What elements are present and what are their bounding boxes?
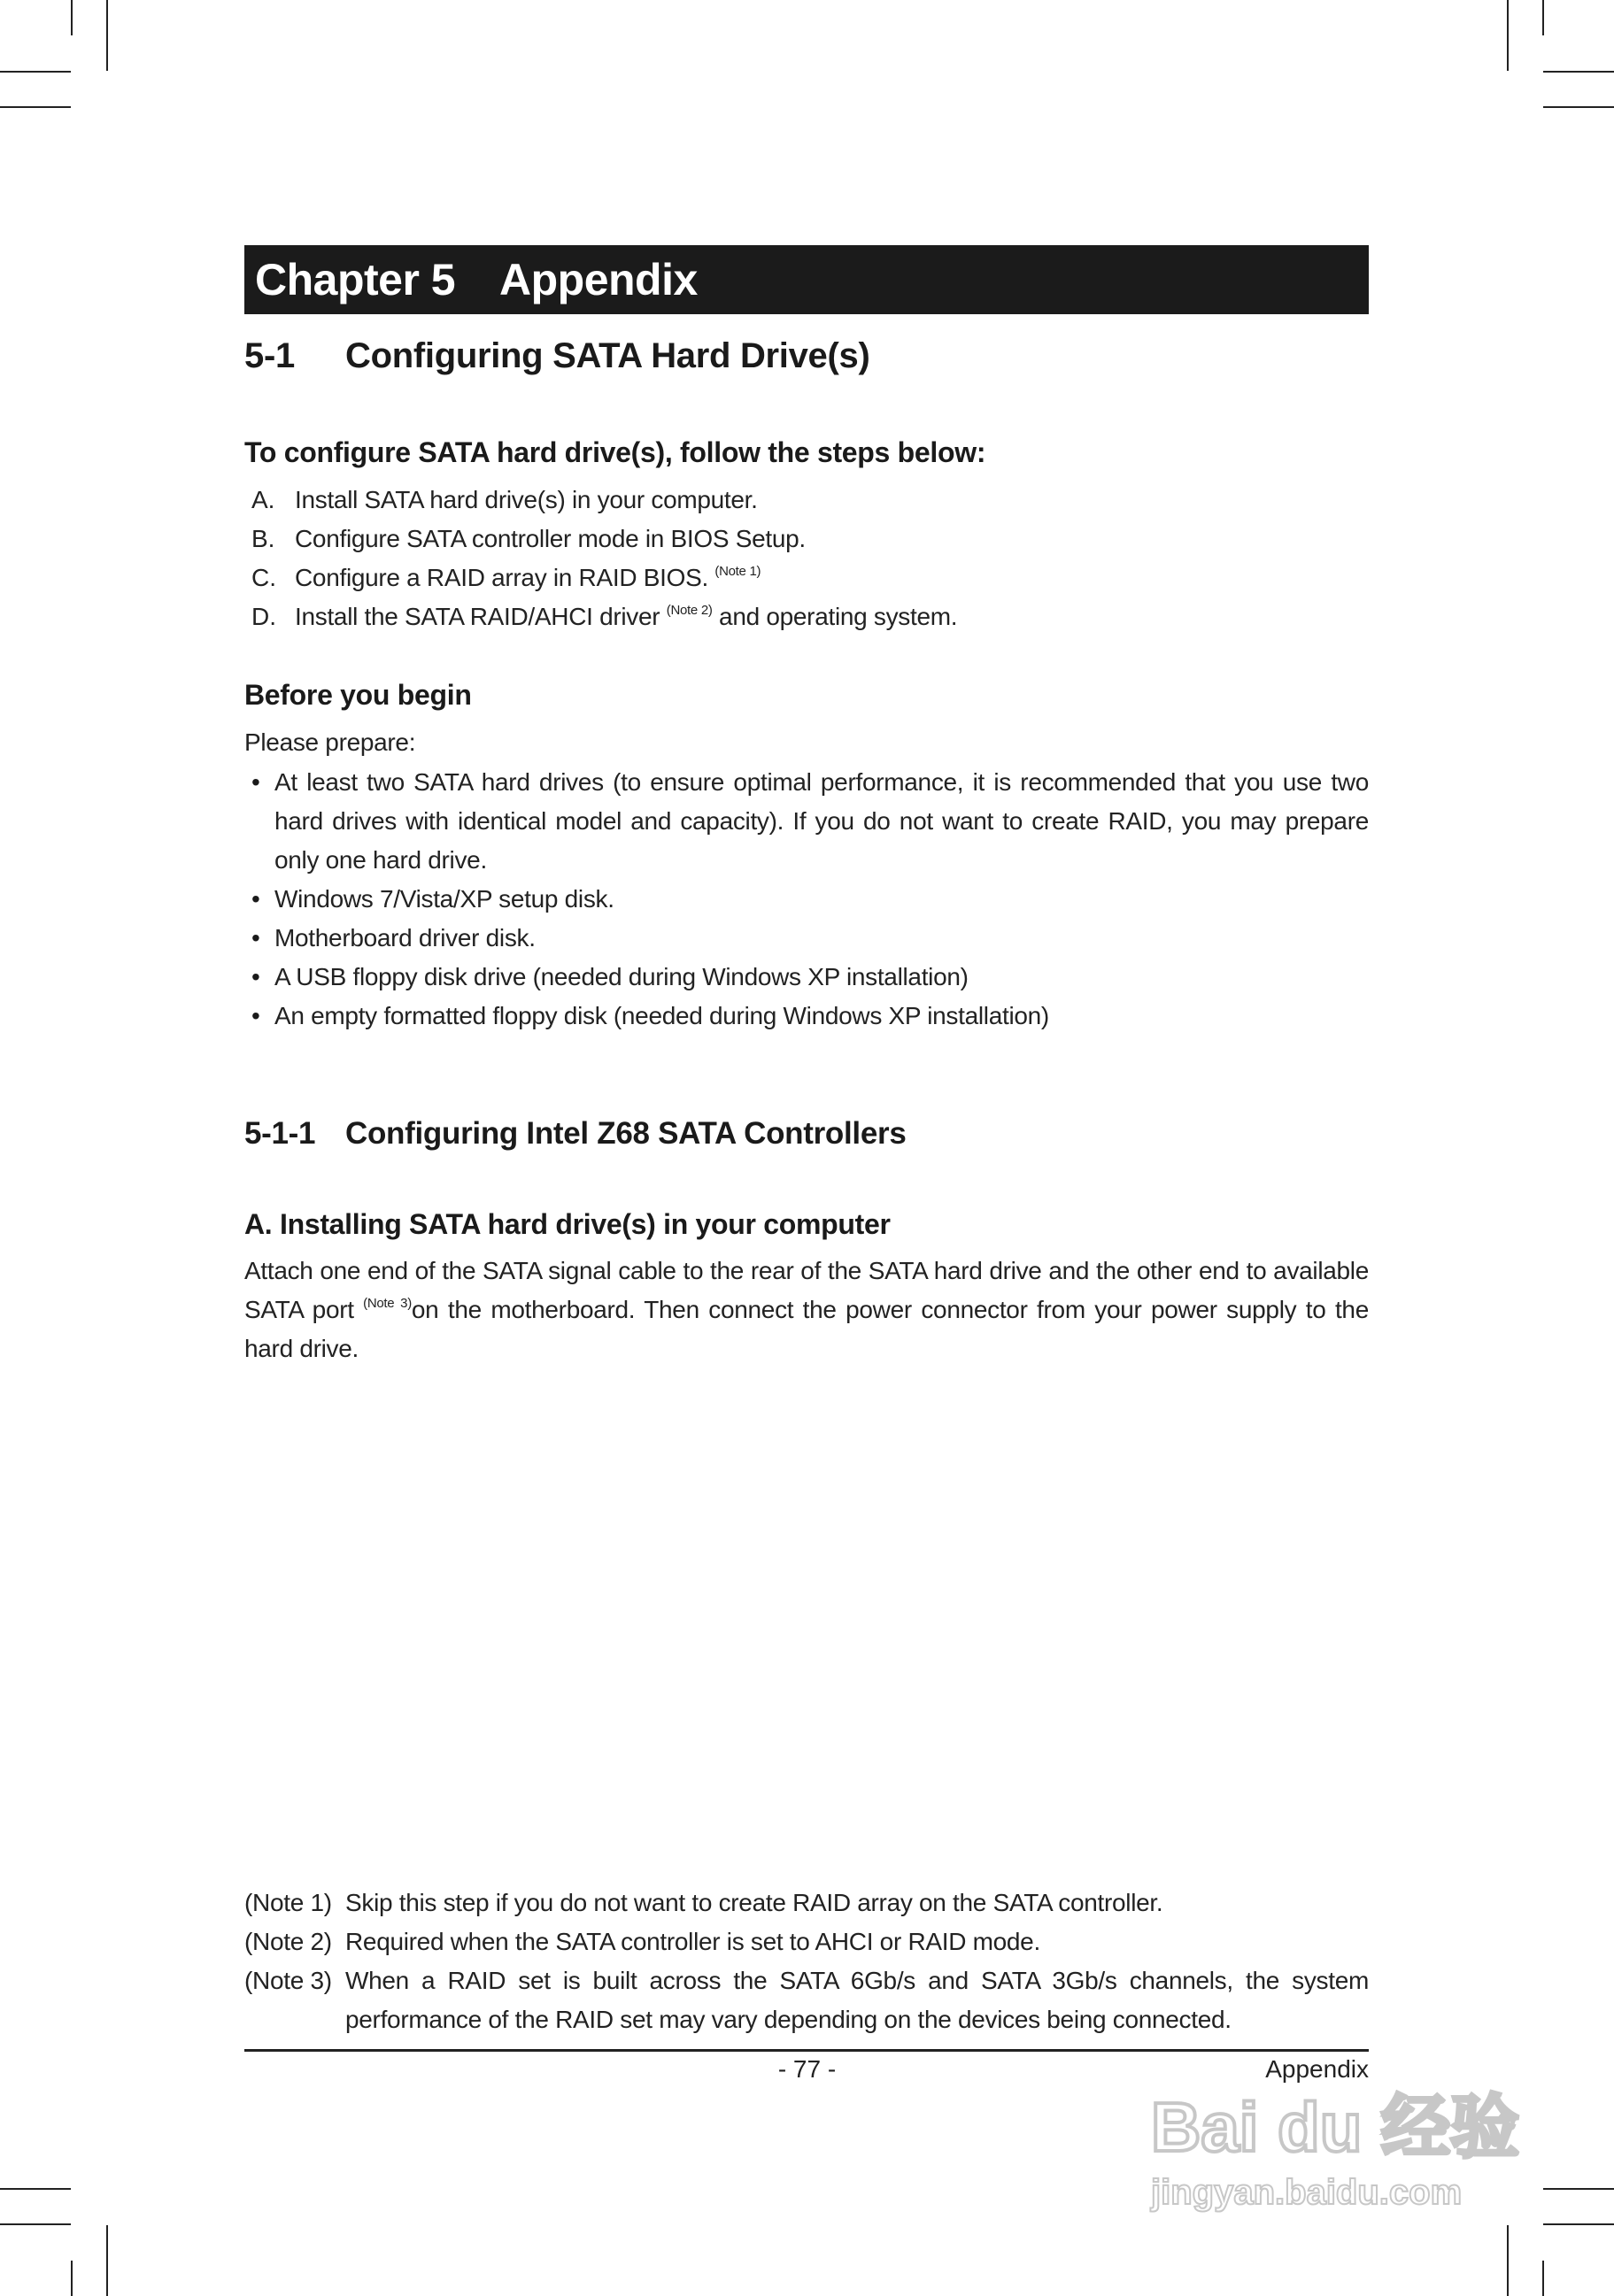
bullet-dot: • xyxy=(251,963,260,990)
crop-mark xyxy=(1543,2188,1614,2190)
bullet-dot: • xyxy=(251,768,260,796)
crop-mark xyxy=(0,106,71,108)
page-number: - 77 - xyxy=(777,2055,837,2083)
crop-mark xyxy=(106,2225,108,2296)
crop-mark xyxy=(71,2261,73,2296)
baidu-jingyan-watermark xyxy=(1142,2080,1532,2222)
watermark-brand: Bai du 经验 xyxy=(1151,2088,1520,2166)
list-item: Motherboard driver disk. xyxy=(274,924,536,952)
footnote-text: When a RAID set is built across the SATA 6Gb/s and SATA 3Gb/s channels, the system performance of the RAID set may vary depending on the devices being connected. xyxy=(345,1967,1369,2033)
crop-mark xyxy=(1542,0,1544,35)
step-marker: C. xyxy=(251,564,276,591)
crop-mark xyxy=(1507,0,1509,71)
list-item: At least two SATA hard drives (to ensure optimal performance, it is recommended that you use two hard drives with identical model and capacity). If you do not want to create RAID, you may prepare only one hard drive. xyxy=(274,768,1369,874)
before-intro: Please prepare: xyxy=(244,728,416,756)
note-ref: (Note 1) xyxy=(714,564,761,579)
step-marker: A. xyxy=(251,486,275,513)
note-ref: (Note 3) xyxy=(363,1296,412,1311)
footnote-label: (Note 2) xyxy=(244,1928,332,1955)
bullet-dot: • xyxy=(251,885,260,913)
footnote-text: Skip this step if you do not want to create RAID array on the SATA controller. xyxy=(345,1889,1163,1916)
install-heading: A. Installing SATA hard drive(s) in your computer xyxy=(244,1208,891,1240)
crop-mark xyxy=(0,2188,71,2190)
crop-mark xyxy=(1542,2261,1544,2296)
note-ref: (Note 2) xyxy=(666,603,713,618)
section-number: 5-1 xyxy=(244,336,295,375)
step-text: Install the SATA RAID/AHCI driver $^{(Note 2)}$ and operating system. xyxy=(295,603,958,630)
crop-mark xyxy=(1507,2225,1509,2296)
subsection-title: Configuring Intel Z68 SATA Controllers xyxy=(345,1116,907,1151)
crop-mark xyxy=(106,0,108,71)
crop-mark xyxy=(0,71,71,73)
step-text: Install SATA hard drive(s) in your computer. xyxy=(295,486,758,513)
chapter-number: Chapter 5 xyxy=(255,255,456,304)
list-item: A USB floppy disk drive (needed during Windows XP installation) xyxy=(274,963,969,990)
footer-section: Appendix xyxy=(1265,2055,1369,2083)
crop-mark xyxy=(1543,2223,1614,2225)
bullet-dot: • xyxy=(251,924,260,952)
list-item: Windows 7/Vista/XP setup disk. xyxy=(274,885,614,913)
crop-mark xyxy=(0,2223,71,2225)
section-title: Configuring SATA Hard Drive(s) xyxy=(345,336,870,375)
footnote-label: (Note 3) xyxy=(244,1967,332,1994)
chapter-title: Appendix xyxy=(499,255,698,304)
crop-mark xyxy=(1543,71,1614,73)
footnote-text: Required when the SATA controller is set to AHCI or RAID mode. xyxy=(345,1928,1040,1955)
list-item: An empty formatted floppy disk (needed during Windows XP installation) xyxy=(274,1002,1049,1029)
watermark-url: jingyan.baidu.com xyxy=(1151,2173,1463,2212)
step-marker: B. xyxy=(251,525,275,552)
crop-mark xyxy=(71,0,73,35)
step-text: Configure a RAID array in RAID BIOS. $^{(Note 1)}$ xyxy=(295,564,761,591)
before-heading: Before you begin xyxy=(244,679,472,711)
subsection-number: 5-1-1 xyxy=(244,1116,316,1151)
chapter-header xyxy=(244,245,1369,314)
step-marker: D. xyxy=(251,603,276,630)
step-text: Configure SATA controller mode in BIOS Setup. xyxy=(295,525,806,552)
install-paragraph: Attach one end of the SATA signal cable to the rear of the SATA hard drive and the other end to available SATA port $^{(Note 3)}$on the motherboard. Then connect the power connector from your power supply to the hard drive. xyxy=(244,1257,1369,1362)
footnote-label: (Note 1) xyxy=(244,1889,332,1916)
footer-rule xyxy=(244,2049,1369,2052)
bullet-dot: • xyxy=(251,1002,260,1029)
steps-heading: To configure SATA hard drive(s), follow the steps below: xyxy=(244,436,986,468)
crop-mark xyxy=(1543,106,1614,108)
